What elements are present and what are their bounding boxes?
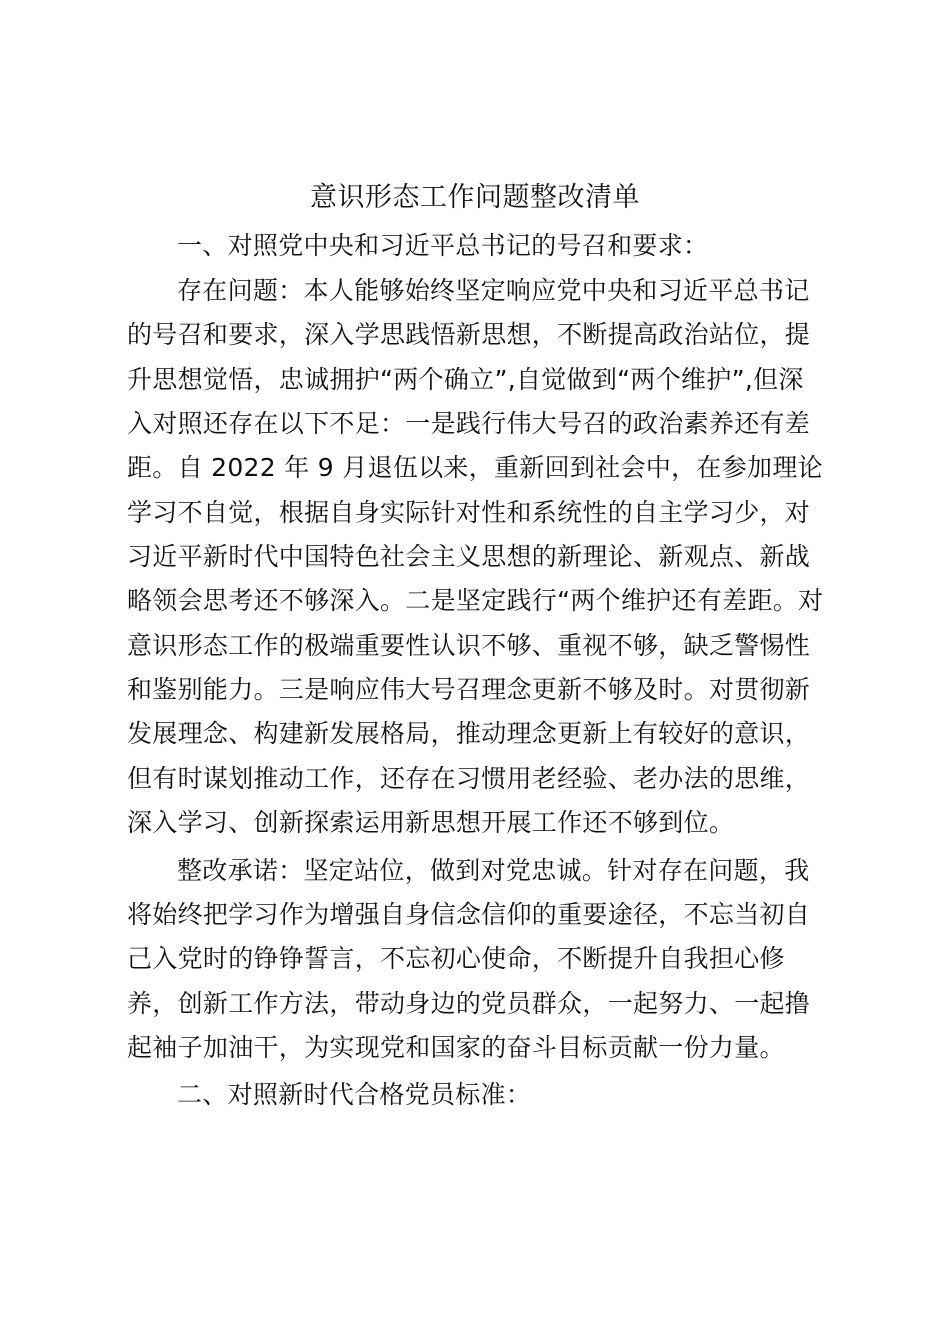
paragraph-line: 存在问题：本人能够始终坚定响应党中央和习近平总书记 [177,276,810,305]
paragraph-line: 的号召和要求，深入学思践悟新思想，不断提高政治站位，提 [127,320,811,349]
paragraph-line: 起袖子加油干，为实现党和国家的奋斗目标贡献一份力量。 [127,1033,785,1062]
document-title: 意识形态工作问题整改清单 [310,182,640,213]
paragraph-line: 但有时谋划推动工作，还存在习惯用老经验、老办法的思维， [127,764,811,793]
paragraph-line: 和鉴别能力。三是响应伟大号召理念更新不够及时。对贯彻新 [127,675,811,704]
section-heading-1: 一、对照党中央和习近平总书记的号召和要求： [177,231,709,260]
paragraph-line: 意识形态工作的极端重要性认识不够、重视不够，缺乏警惕性 [127,631,811,660]
section-heading-2: 二、对照新时代合格党员标准： [177,1080,532,1109]
paragraph-line: 学习不自觉，根据自身实际针对性和系统性的自主学习少，对 [127,498,811,527]
paragraph-line: 升思想觉悟，忠诚拥护“两个确立”,自觉做到“两个维护”,但深 [127,365,804,394]
paragraph-line: 发展理念、构建新发展格局，推动理念更新上有较好的意识， [127,719,811,748]
paragraph-line: 己入党时的铮铮誓言，不忘初心使命，不断提升自我担心修 [127,944,785,973]
paragraph-line: 略领会思考还不够深入。二是坚定践行“两个维护还有差距。对 [127,586,824,615]
paragraph-line: 整改承诺：坚定站位，做到对党忠诚。针对存在问题，我 [177,856,810,885]
paragraph-line: 深入学习、创新探索运用新思想开展工作还不够到位。 [127,808,735,837]
paragraph-line: 入对照还存在以下不足：一是践行伟大号召的政治素养还有差 [127,409,811,438]
paragraph-line: 习近平新时代中国特色社会主义思想的新理论、新观点、新战 [127,542,811,571]
paragraph-line: 养，创新工作方法，带动身边的党员群众，一起努力、一起撸 [127,989,811,1018]
paragraph-line: 将始终把学习作为增强自身信念信仰的重要途径，不忘当初自 [127,900,811,929]
paragraph-line: 距。自 2022 年 9 月退伍以来，重新回到社会中，在参加理论 [127,453,823,482]
